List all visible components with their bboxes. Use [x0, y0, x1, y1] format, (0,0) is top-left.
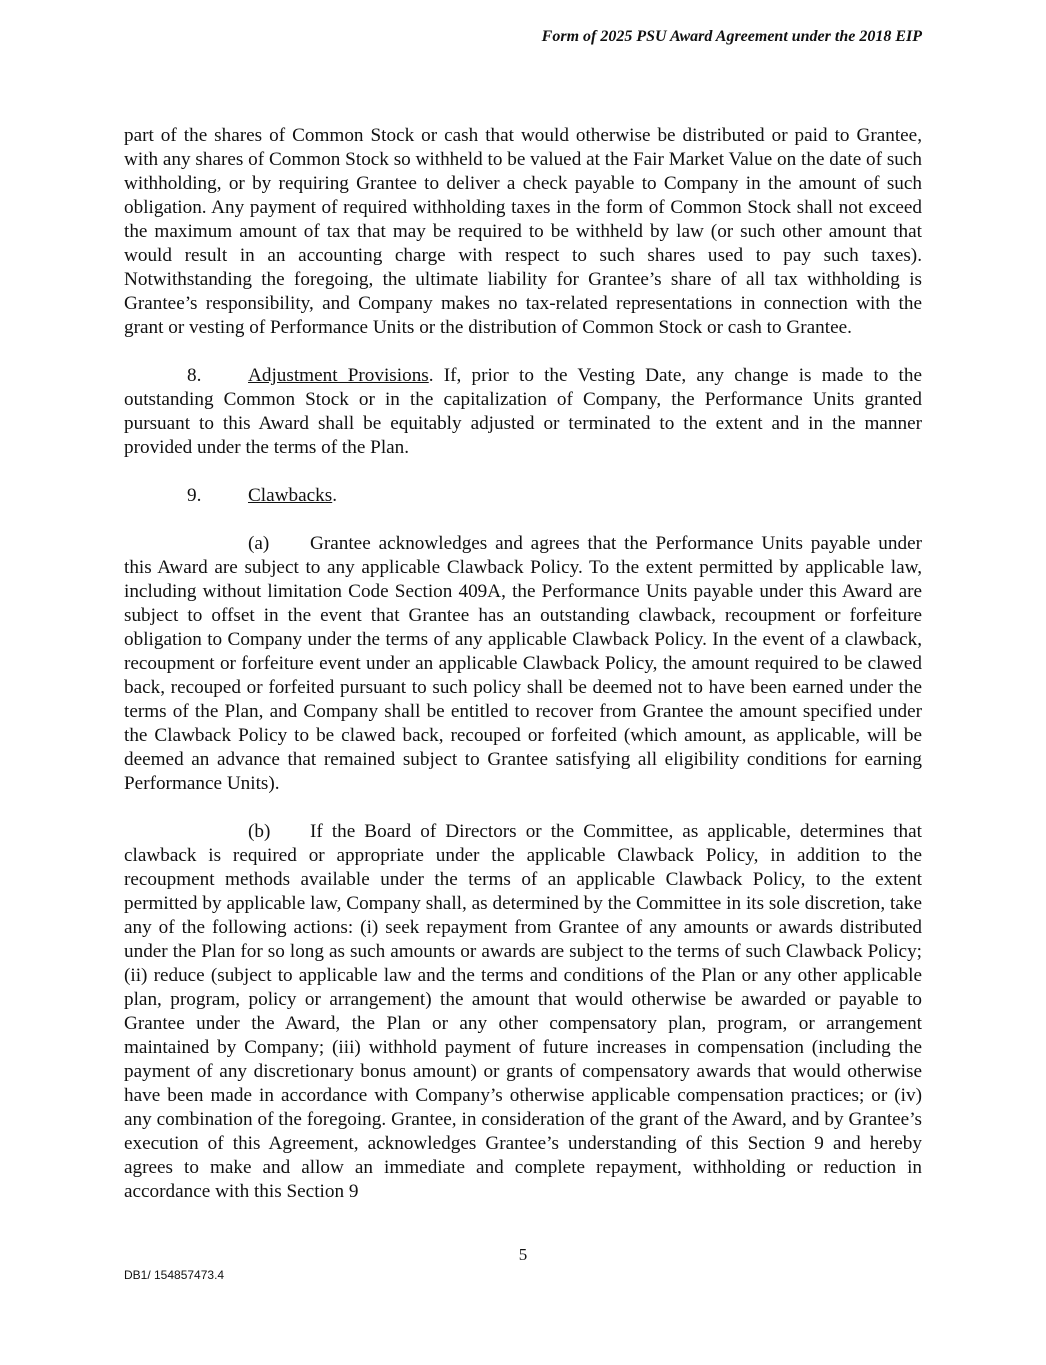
section-8-paragraph	[124, 364, 922, 460]
section-9a-text: Grantee acknowledges and agrees that the Performance Units payable under this Award are subject to any applicable Clawback Policy. To the extent permitted by applicable law, including without limitation Code Section 409A, the Performance Units payable under this Award are subject to offset in the event that Grantee has an outstanding clawback, recoupment or forfeiture obligation to Company under the terms of any applicable Clawback Policy. In the event of a clawback, recoupment or forfeiture event under an applicable Clawback Policy, the amount required to be clawed back, recouped or forfeited pursuant to such policy shall be deemed not to have been earned under the terms of the Plan, and Company shall be entitled to recover from Grantee the amount specified under the Clawback Policy to be clawed back, recouped or forfeited (which amount, as applicable, will be deemed an advance that remained subject to Grantee satisfying all eligibility conditions for earning Performance Units).	[124, 533, 922, 794]
section-8-text: If, prior to the Vesting Date, any change is made to the outstanding Common Stock or in the capitalization of Company, the Performance Units granted pursuant to this Award shall be equitably adjusted or terminated to the extent and in the manner provided under the terms of the Plan.	[124, 365, 922, 458]
section-8-heading-period: .	[428, 365, 434, 386]
page-number: 5	[518, 1245, 528, 1264]
section-9b-label: (b)	[248, 821, 271, 842]
section-9-number: 9.	[187, 485, 202, 506]
document-body	[124, 124, 922, 1204]
document-id: DB1/ 154857473.4	[124, 1268, 225, 1282]
running-header: Form of 2025 PSU Award Agreement under the 2018 EIP	[541, 28, 922, 45]
section-9b-paragraph	[124, 820, 922, 1204]
section-8-number: 8.	[187, 365, 202, 386]
section-9-paragraph	[124, 484, 922, 508]
section-9-heading-period: .	[332, 485, 337, 506]
section-9a-label: (a)	[248, 533, 270, 554]
section-8-heading: Adjustment Provisions	[248, 365, 429, 386]
section-9-heading: Clawbacks	[248, 485, 333, 506]
section-9b-text: If the Board of Directors or the Committee, as applicable, determines that clawback is required or appropriate under the applicable Clawback Policy, in addition to the recoupment methods available under the terms of an applicable Clawback Policy, to the extent permitted by applicable law, Company shall, as determined by the Committee in its sole discretion, take any of the following actions: (i) seek repayment from Grantee of any amounts or awards distributed under the Plan for so long as such amounts or awards are subject to the terms of such Clawback Policy; (ii) reduce (subject to applicable law and the terms and conditions of the Plan or any other applicable plan, program, policy or arrangement) the amount that would otherwise be awarded or payable to Grantee under the Award, the Plan or any other compensatory plan, program, or arrangement maintained by Company; (iii) withhold payment of future increases in compensation (including the payment of any discretionary bonus amount) or grants of compensatory awards that would otherwise have been made in accordance with Company’s otherwise applicable compensation practices; or (iv) any combination of the foregoing. Grantee, in consideration of the grant of the Award, and by Grantee’s execution of this Agreement, acknowledges Grantee’s understanding of this Section 9 and hereby agrees to make and allow an immediate and complete repayment, withholding or reduction in accordance with this Section 9	[124, 821, 922, 1202]
section-9a-paragraph	[124, 532, 922, 796]
paragraph-continuation: part of the shares of Common Stock or cash that would otherwise be distributed or paid to Grantee, with any shares of Common Stock so withheld to be valued at the Fair Market Value on the date of such withholding, or by requiring Grantee to deliver a check payable to Company in the amount of such obligation. Any payment of required withholding taxes in the form of Common Stock shall not exceed the maximum amount of tax that may be required to be withheld by law (or such other amount that would result in an accounting charge with respect to such shares used to pay such taxes). Notwithstanding the foregoing, the ultimate liability for Grantee’s share of all tax withholding is Grantee’s responsibility, and Company makes no tax-related representations in connection with the grant or vesting of Performance Units or the distribution of Common Stock or cash to Grantee.	[124, 125, 922, 338]
